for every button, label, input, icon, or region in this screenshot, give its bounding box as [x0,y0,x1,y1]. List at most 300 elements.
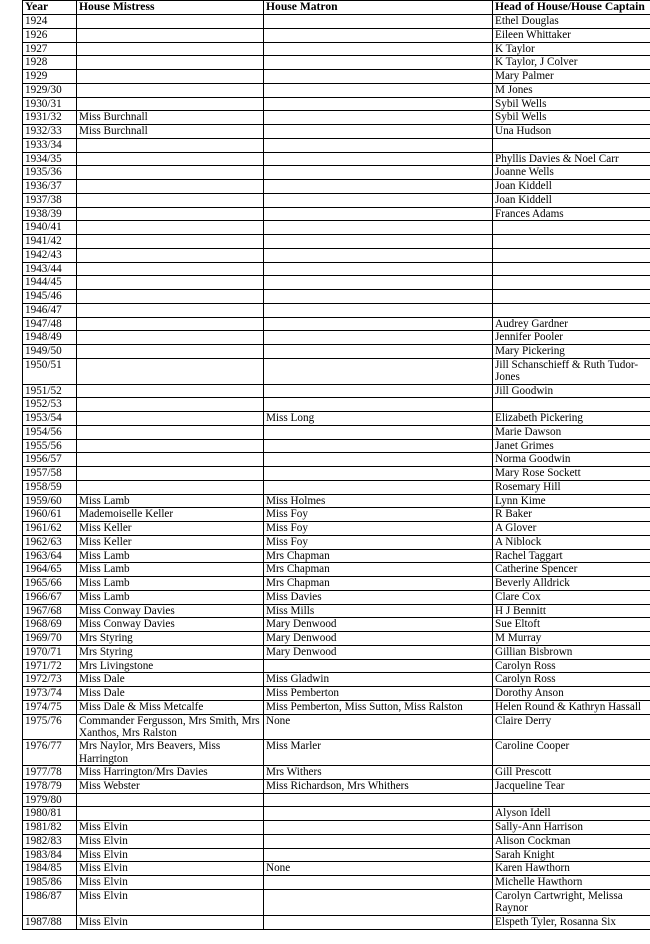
cell-house-mistress [77,221,264,235]
cell-house-mistress [77,290,264,304]
table-row [23,398,650,412]
cell-house-matron [264,70,493,84]
cell-house-mistress: Mademoiselle Keller [77,508,264,522]
cell-house-matron [264,28,493,42]
cell-year: 1956/57 [23,453,77,467]
cell-house-mistress: Miss Elvin [77,834,264,848]
cell-house-mistress [77,398,264,412]
cell-house-matron: Mary Denwood [264,645,493,659]
table-row [23,138,650,152]
cell-house-mistress: Mrs Livingstone [77,659,264,673]
cell-head-of-house: Alyson Idell [493,807,650,821]
cell-head-of-house: Gillian Bisbrown [493,645,650,659]
table-row [23,425,650,439]
cell-house-matron: None [264,862,493,876]
cell-house-matron: Miss Marler [264,740,493,766]
table-row [23,317,650,331]
cell-year: 1985/86 [23,876,77,890]
cell-head-of-house: Lynn Kime [493,494,650,508]
cell-head-of-house: Sybil Wells [493,97,650,111]
cell-head-of-house: Dorothy Anson [493,687,650,701]
table-row [23,604,650,618]
cell-year: 1936/37 [23,180,77,194]
table-row [23,740,650,766]
cell-house-mistress [77,453,264,467]
cell-year: 1959/60 [23,494,77,508]
cell-head-of-house [493,290,650,304]
cell-house-matron: Mrs Chapman [264,563,493,577]
cell-house-matron [264,138,493,152]
cell-year: 1957/58 [23,467,77,481]
cell-house-matron: Miss Foy [264,508,493,522]
cell-year: 1975/76 [23,714,77,740]
cell-house-matron [264,480,493,494]
cell-house-mistress [77,439,264,453]
cell-house-mistress: Miss Keller [77,522,264,536]
table-row [23,522,650,536]
cell-house-matron [264,834,493,848]
cell-house-mistress: Miss Burchnall [77,125,264,139]
table-row [23,221,650,235]
cell-house-mistress [77,425,264,439]
cell-head-of-house: Carolyn Cartwright, Melissa Raynor [493,889,650,915]
cell-year: 1972/73 [23,673,77,687]
cell-year: 1984/85 [23,862,77,876]
cell-head-of-house: Joanne Wells [493,166,650,180]
cell-head-of-house: Una Hudson [493,125,650,139]
cell-house-matron [264,290,493,304]
cell-house-mistress: Mrs Styring [77,645,264,659]
cell-year: 1986/87 [23,889,77,915]
cell-head-of-house: Michelle Hawthorn [493,876,650,890]
table-row [23,714,650,740]
table-row [23,793,650,807]
cell-house-matron [264,848,493,862]
cell-year: 1946/47 [23,303,77,317]
table-row [23,83,650,97]
cell-house-matron [264,152,493,166]
cell-year: 1941/42 [23,235,77,249]
cell-house-mistress [77,303,264,317]
table-row [23,42,650,56]
table-row [23,535,650,549]
cell-house-matron: Mary Denwood [264,618,493,632]
cell-head-of-house: Rosemary Hill [493,480,650,494]
cell-house-matron [264,166,493,180]
cell-house-matron: Miss Pemberton [264,687,493,701]
cell-head-of-house: Frances Adams [493,207,650,221]
cell-year: 1963/64 [23,549,77,563]
cell-head-of-house [493,398,650,412]
cell-year: 1949/50 [23,345,77,359]
table-row [23,508,650,522]
cell-house-matron [264,56,493,70]
table-row [23,848,650,862]
table-row [23,563,650,577]
table-row [23,480,650,494]
table-row [23,331,650,345]
cell-house-matron: Miss Foy [264,535,493,549]
cell-house-mistress: Miss Lamb [77,590,264,604]
cell-house-mistress [77,97,264,111]
cell-house-mistress [77,56,264,70]
cell-head-of-house [493,276,650,290]
cell-house-mistress: Miss Dale & Miss Metcalfe [77,700,264,714]
table-row [23,345,650,359]
cell-house-matron: Miss Richardson, Mrs Whithers [264,779,493,793]
cell-house-mistress [77,180,264,194]
cell-house-matron [264,111,493,125]
table-row [23,807,650,821]
cell-year: 1953/54 [23,412,77,426]
cell-year: 1961/62 [23,522,77,536]
cell-house-mistress [77,42,264,56]
cell-house-matron [264,317,493,331]
cell-head-of-house: Sue Eltoft [493,618,650,632]
cell-house-mistress: Miss Elvin [77,862,264,876]
cell-house-mistress [77,152,264,166]
cell-year: 1935/36 [23,166,77,180]
cell-house-mistress: Miss Dale [77,673,264,687]
cell-year: 1980/81 [23,807,77,821]
cell-house-matron: Mrs Chapman [264,549,493,563]
table-row [23,358,650,384]
cell-year: 1973/74 [23,687,77,701]
cell-head-of-house: Elizabeth Pickering [493,412,650,426]
cell-house-matron [264,398,493,412]
cell-head-of-house: A Niblock [493,535,650,549]
cell-house-matron [264,42,493,56]
cell-year: 1927 [23,42,77,56]
cell-house-matron [264,453,493,467]
cell-head-of-house: Norma Goodwin [493,453,650,467]
cell-year: 1938/39 [23,207,77,221]
cell-house-matron: Miss Gladwin [264,673,493,687]
cell-house-matron: Miss Mills [264,604,493,618]
table-body [23,15,650,930]
table-row [23,467,650,481]
cell-head-of-house: Ethel Douglas [493,15,650,29]
table-row [23,70,650,84]
table-row [23,56,650,70]
cell-house-mistress [77,412,264,426]
table-row [23,193,650,207]
document-page [22,0,650,930]
cell-house-mistress [77,480,264,494]
cell-head-of-house [493,262,650,276]
table-row [23,453,650,467]
cell-head-of-house [493,235,650,249]
cell-house-matron [264,125,493,139]
table-row [23,235,650,249]
table-row [23,659,650,673]
table-row [23,97,650,111]
cell-house-mistress: Miss Elvin [77,848,264,862]
cell-house-mistress: Miss Dale [77,687,264,701]
cell-house-mistress: Miss Elvin [77,889,264,915]
table-row [23,889,650,915]
cell-head-of-house: M Jones [493,83,650,97]
table-row [23,152,650,166]
cell-house-matron [264,15,493,29]
cell-head-of-house [493,221,650,235]
cell-house-matron [264,303,493,317]
cell-year: 1982/83 [23,834,77,848]
cell-house-mistress [77,193,264,207]
cell-year: 1952/53 [23,398,77,412]
cell-house-matron [264,331,493,345]
cell-year: 1967/68 [23,604,77,618]
cell-head-of-house: Jennifer Pooler [493,331,650,345]
table-row [23,180,650,194]
cell-head-of-house: Sally-Ann Harrison [493,821,650,835]
house-history-table [22,0,650,930]
cell-year: 1987/88 [23,915,77,929]
cell-house-matron [264,345,493,359]
cell-year: 1933/34 [23,138,77,152]
cell-house-mistress [77,467,264,481]
cell-house-matron: Miss Davies [264,590,493,604]
header-year: Year [23,1,77,15]
cell-year: 1962/63 [23,535,77,549]
cell-house-matron [264,262,493,276]
cell-house-matron: Miss Long [264,412,493,426]
cell-house-matron [264,425,493,439]
cell-year: 1929/30 [23,83,77,97]
cell-house-mistress [77,384,264,398]
cell-house-matron [264,248,493,262]
cell-year: 1929 [23,70,77,84]
cell-year: 1931/32 [23,111,77,125]
cell-year: 1950/51 [23,358,77,384]
cell-head-of-house [493,138,650,152]
cell-house-matron [264,439,493,453]
cell-head-of-house: R Baker [493,508,650,522]
cell-house-mistress [77,138,264,152]
table-row [23,700,650,714]
cell-house-matron [264,889,493,915]
cell-house-mistress: Miss Harrington/Mrs Davies [77,766,264,780]
cell-head-of-house: H J Bennitt [493,604,650,618]
cell-house-matron: Miss Pemberton, Miss Sutton, Miss Ralston [264,700,493,714]
table-row [23,618,650,632]
cell-house-matron [264,467,493,481]
table-row [23,439,650,453]
cell-house-mistress: Miss Conway Davies [77,604,264,618]
cell-house-matron: Miss Holmes [264,494,493,508]
cell-house-mistress [77,807,264,821]
cell-year: 1947/48 [23,317,77,331]
cell-house-matron [264,793,493,807]
cell-year: 1974/75 [23,700,77,714]
cell-house-mistress [77,345,264,359]
cell-head-of-house: Gill Prescott [493,766,650,780]
cell-house-mistress: Miss Burchnall [77,111,264,125]
cell-year: 1965/66 [23,577,77,591]
cell-head-of-house: Catherine Spencer [493,563,650,577]
table-row [23,125,650,139]
cell-house-mistress [77,331,264,345]
table-row [23,915,650,929]
cell-house-matron [264,83,493,97]
cell-year: 1951/52 [23,384,77,398]
cell-year: 1944/45 [23,276,77,290]
cell-house-mistress: Miss Elvin [77,876,264,890]
cell-year: 1958/59 [23,480,77,494]
cell-year: 1937/38 [23,193,77,207]
cell-house-matron [264,915,493,929]
table-row [23,28,650,42]
cell-year: 1964/65 [23,563,77,577]
table-row [23,384,650,398]
cell-head-of-house: Mary Pickering [493,345,650,359]
cell-head-of-house: Marie Dawson [493,425,650,439]
cell-year: 1981/82 [23,821,77,835]
cell-head-of-house: Sybil Wells [493,111,650,125]
cell-house-mistress: Miss Elvin [77,821,264,835]
header-house-mistress: House Mistress [77,1,264,15]
cell-head-of-house: Phyllis Davies & Noel Carr [493,152,650,166]
cell-year: 1976/77 [23,740,77,766]
cell-head-of-house: Beverly Alldrick [493,577,650,591]
cell-year: 1945/46 [23,290,77,304]
cell-house-matron [264,876,493,890]
cell-house-mistress [77,793,264,807]
cell-house-matron [264,180,493,194]
cell-head-of-house: Karen Hawthorn [493,862,650,876]
cell-house-matron [264,358,493,384]
header-house-matron: House Matron [264,1,493,15]
cell-house-mistress [77,207,264,221]
cell-house-mistress: Miss Elvin [77,915,264,929]
table-row [23,766,650,780]
cell-head-of-house: Alison Cockman [493,834,650,848]
cell-house-matron [264,221,493,235]
cell-head-of-house: Jill Schanschieff & Ruth Tudor-Jones [493,358,650,384]
cell-house-mistress [77,83,264,97]
header-row [23,1,650,15]
cell-house-mistress [77,70,264,84]
cell-year: 1977/78 [23,766,77,780]
table-row [23,862,650,876]
cell-house-matron: Mrs Withers [264,766,493,780]
cell-house-mistress: Mrs Styring [77,632,264,646]
table-row [23,779,650,793]
cell-house-mistress: Miss Lamb [77,563,264,577]
cell-year: 1934/35 [23,152,77,166]
cell-head-of-house: Jacqueline Tear [493,779,650,793]
cell-head-of-house: Janet Grimes [493,439,650,453]
cell-year: 1969/70 [23,632,77,646]
cell-head-of-house: Joan Kiddell [493,180,650,194]
cell-year: 1924 [23,15,77,29]
cell-head-of-house: K Taylor [493,42,650,56]
cell-house-matron [264,193,493,207]
cell-head-of-house: Mary Palmer [493,70,650,84]
table-row [23,111,650,125]
cell-head-of-house [493,303,650,317]
cell-head-of-house: Caroline Cooper [493,740,650,766]
table-row [23,290,650,304]
cell-house-mistress [77,262,264,276]
table-row [23,262,650,276]
cell-head-of-house: Rachel Taggart [493,549,650,563]
table-row [23,494,650,508]
table-row [23,549,650,563]
cell-year: 1955/56 [23,439,77,453]
table-row [23,303,650,317]
cell-house-mistress: Miss Conway Davies [77,618,264,632]
cell-house-mistress [77,28,264,42]
cell-house-mistress: Miss Lamb [77,549,264,563]
table-row [23,821,650,835]
cell-year: 1978/79 [23,779,77,793]
cell-head-of-house: Eileen Whittaker [493,28,650,42]
cell-house-mistress [77,276,264,290]
cell-house-matron: Miss Foy [264,522,493,536]
cell-head-of-house: M Murray [493,632,650,646]
cell-head-of-house: Carolyn Ross [493,673,650,687]
table-row [23,248,650,262]
cell-house-mistress [77,15,264,29]
cell-house-mistress: Miss Lamb [77,494,264,508]
cell-house-mistress [77,235,264,249]
cell-house-matron: Mrs Chapman [264,577,493,591]
cell-house-mistress [77,248,264,262]
table-row [23,166,650,180]
cell-head-of-house: Jill Goodwin [493,384,650,398]
cell-house-mistress [77,317,264,331]
cell-year: 1966/67 [23,590,77,604]
cell-head-of-house: Elspeth Tyler, Rosanna Six [493,915,650,929]
cell-house-mistress: Commander Fergusson, Mrs Smith, Mrs Xanthos, Mrs Ralston [77,714,264,740]
table-row [23,834,650,848]
cell-house-matron: None [264,714,493,740]
cell-head-of-house: Mary Rose Sockett [493,467,650,481]
table-row [23,687,650,701]
cell-house-mistress: Mrs Naylor, Mrs Beavers, Miss Harrington [77,740,264,766]
table-row [23,276,650,290]
cell-house-matron [264,807,493,821]
cell-year: 1932/33 [23,125,77,139]
cell-year: 1948/49 [23,331,77,345]
cell-year: 1940/41 [23,221,77,235]
cell-year: 1971/72 [23,659,77,673]
cell-year: 1942/43 [23,248,77,262]
cell-house-matron [264,821,493,835]
cell-year: 1926 [23,28,77,42]
table-row [23,632,650,646]
cell-house-mistress: Miss Keller [77,535,264,549]
table-row [23,876,650,890]
cell-year: 1979/80 [23,793,77,807]
cell-head-of-house: Clare Cox [493,590,650,604]
cell-head-of-house: Joan Kiddell [493,193,650,207]
cell-head-of-house: A Glover [493,522,650,536]
cell-year: 1928 [23,56,77,70]
cell-head-of-house: Audrey Gardner [493,317,650,331]
cell-year: 1970/71 [23,645,77,659]
cell-house-mistress [77,358,264,384]
table-row [23,645,650,659]
cell-house-matron [264,207,493,221]
cell-year: 1930/31 [23,97,77,111]
cell-head-of-house: Carolyn Ross [493,659,650,673]
table-row [23,207,650,221]
cell-head-of-house [493,248,650,262]
cell-house-mistress [77,166,264,180]
cell-year: 1943/44 [23,262,77,276]
